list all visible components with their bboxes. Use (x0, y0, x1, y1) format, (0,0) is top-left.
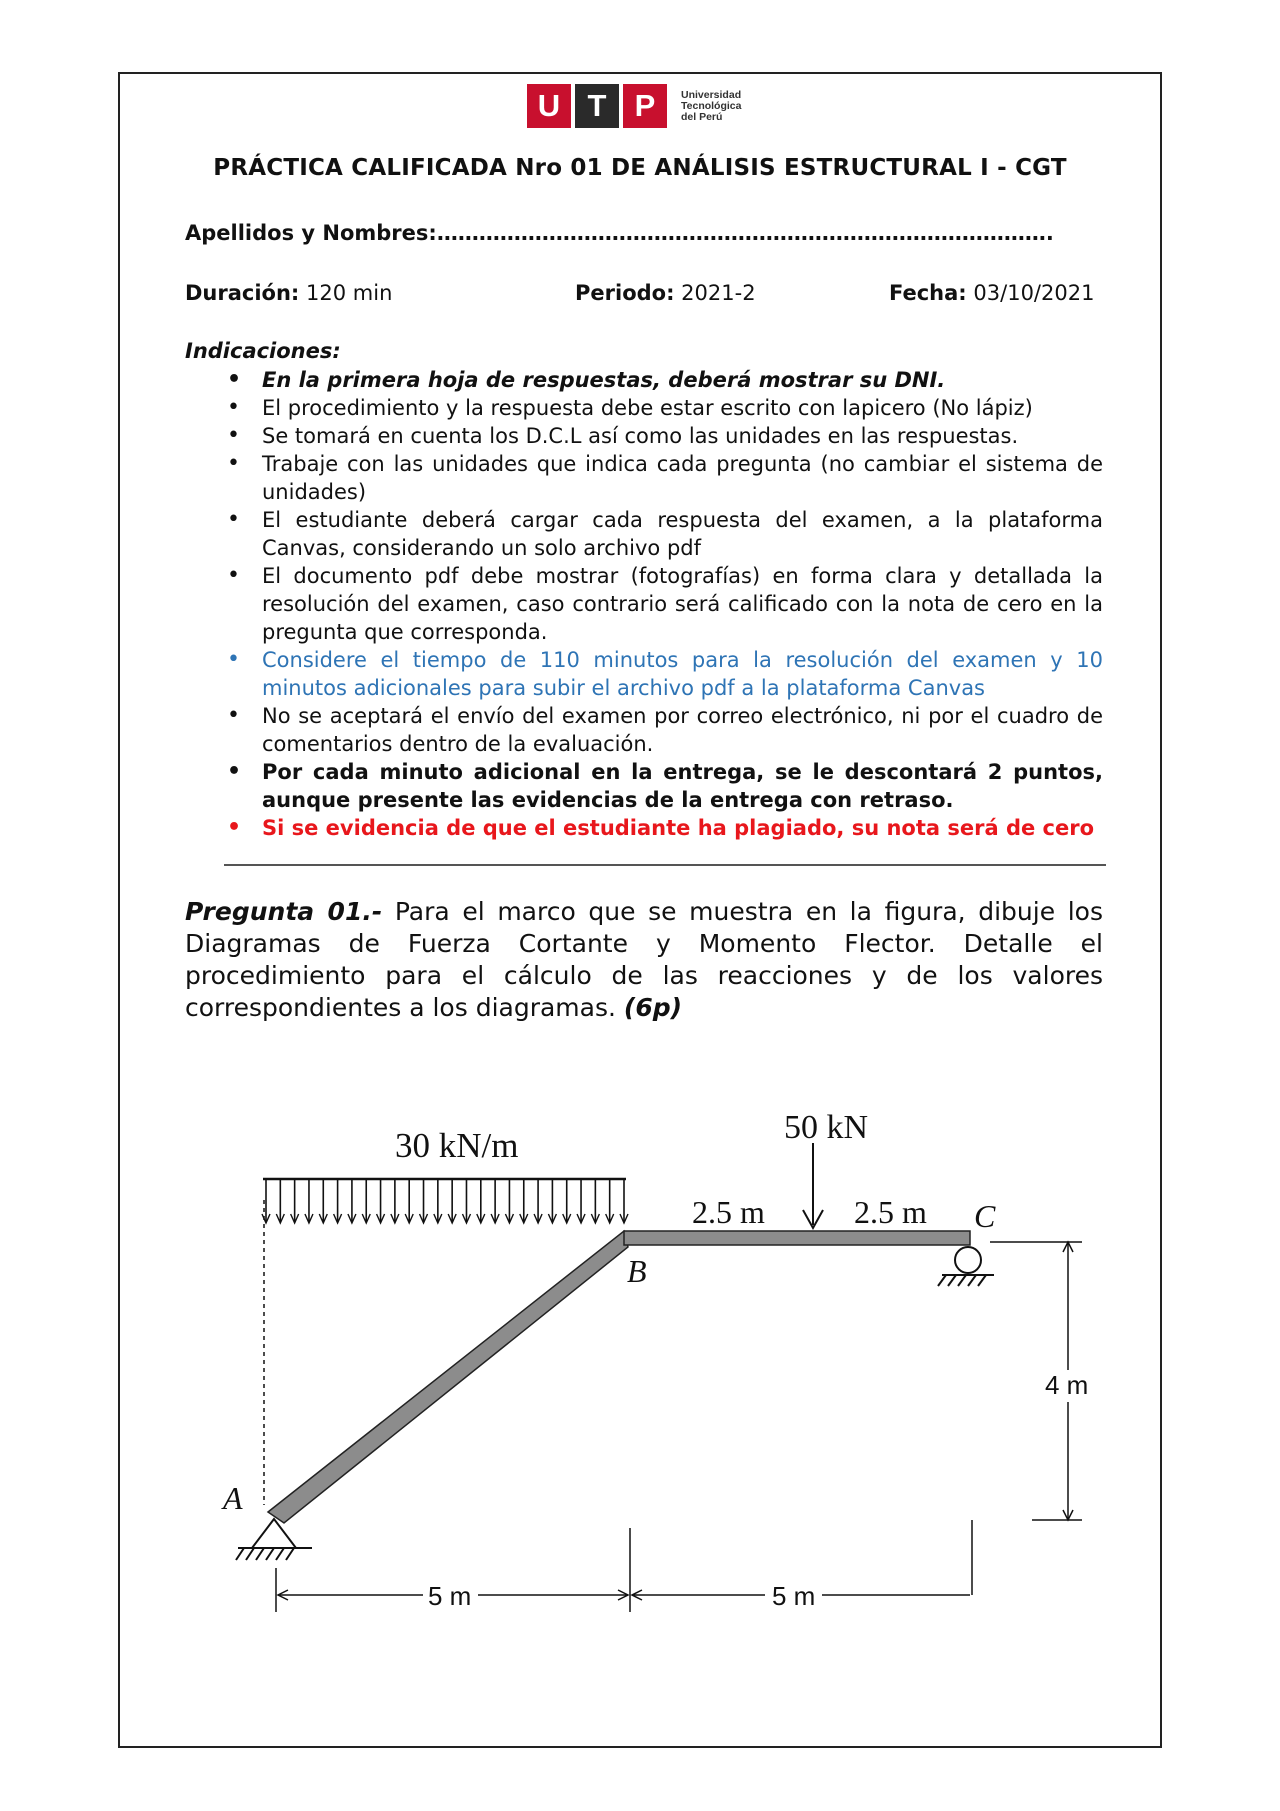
load-arrows (262, 1179, 628, 1223)
distributed-load (262, 1179, 628, 1505)
logo-text-line: Universidad (681, 88, 742, 101)
duration-value: 120 min (306, 281, 393, 305)
point-load-label: 50 kN (784, 1109, 869, 1146)
logo-text-line: del Perú (681, 110, 723, 123)
segment-left-label: 2.5 m (692, 1194, 765, 1230)
list-item: • No se aceptará el envío del examen por correo electrónico, ni por el cuadro de comentarios dentro de la evaluación. (185, 702, 1103, 758)
member-ab (268, 1231, 628, 1523)
list-item: • El documento pdf debe mostrar (fotografías) en forma clara y detallada la resolución del examen, caso contrario será calificado con la nota de cero en la pregunta que corresponda. (185, 562, 1103, 646)
list-item: • El procedimiento y la respuesta debe estar escrito con lapicero (No lápiz) (185, 394, 1103, 422)
document-title: PRÁCTICA CALIFICADA Nro 01 DE ANÁLISIS ESTRUCTURAL I - CGT (213, 155, 1067, 181)
point-load-arrow (803, 1143, 823, 1228)
names-label: Apellidos y Nombres: (185, 221, 437, 245)
logo-text-line: Tecnológica (681, 99, 742, 112)
span-right-label: 5 m (772, 1581, 816, 1611)
node-c-label: C (974, 1198, 996, 1234)
question-text: Para el marco que se muestra en la figura, dibuje los Diagramas de Fuerza Cortante y Momento Flector. Detalle el procedimiento para el cálculo de las reacciones y de los valores correspondientes a los diagramas. (185, 897, 1103, 1022)
list-item: • Considere el tiempo de 110 minutos para la resolución del examen y 10 minutos adicionales para subir el archivo pdf a la plataforma Canvas (185, 646, 1103, 702)
logo-letter-t: T (575, 84, 619, 128)
height-label: 4 m (1045, 1370, 1089, 1400)
span-dimension (276, 1520, 972, 1612)
node-a-label: A (223, 1480, 243, 1516)
list-item: • Se tomará en cuenta los D.C.L así como las unidades en las respuestas. (185, 422, 1103, 450)
logo-letter-p: P (623, 84, 667, 128)
duration-label: Duración: (185, 281, 300, 305)
question-label: Pregunta 01.- (185, 897, 383, 926)
list-item: • En la primera hoja de respuestas, deberá mostrar su DNI. (185, 366, 1103, 394)
question-points: (6p) (623, 993, 683, 1022)
list-item: • Por cada minuto adicional en la entrega, se le descontará 2 puntos, aunque presente las evidencias de la entrega con retraso. (185, 758, 1103, 814)
names-dots: ……………………………………………………………………………. (436, 221, 1054, 245)
period-label: Periodo: (575, 281, 675, 305)
roller-support (938, 1247, 994, 1286)
date-value: 03/10/2021 (973, 281, 1095, 305)
list-item: • Trabaje con las unidades que indica cada pregunta (no cambiar el sistema de unidades) (185, 450, 1103, 506)
date-label: Fecha: (889, 281, 967, 305)
list-item: • Si se evidencia de que el estudiante ha plagiado, su nota será de cero (185, 814, 1103, 842)
member-bc (624, 1231, 970, 1245)
logo-letter-u: U (527, 84, 571, 128)
period-value: 2021-2 (681, 281, 756, 305)
list-item: • El estudiante deberá cargar cada respuesta del examen, a la plataforma Canvas, considerando un solo archivo pdf (185, 506, 1103, 562)
indications-title: Indicaciones: (185, 339, 341, 363)
pin-support (236, 1519, 312, 1560)
segment-right-label: 2.5 m (854, 1194, 927, 1230)
node-b-label: B (627, 1253, 647, 1289)
span-left-label: 5 m (428, 1581, 472, 1611)
distributed-load-label: 30 kN/m (395, 1126, 519, 1165)
